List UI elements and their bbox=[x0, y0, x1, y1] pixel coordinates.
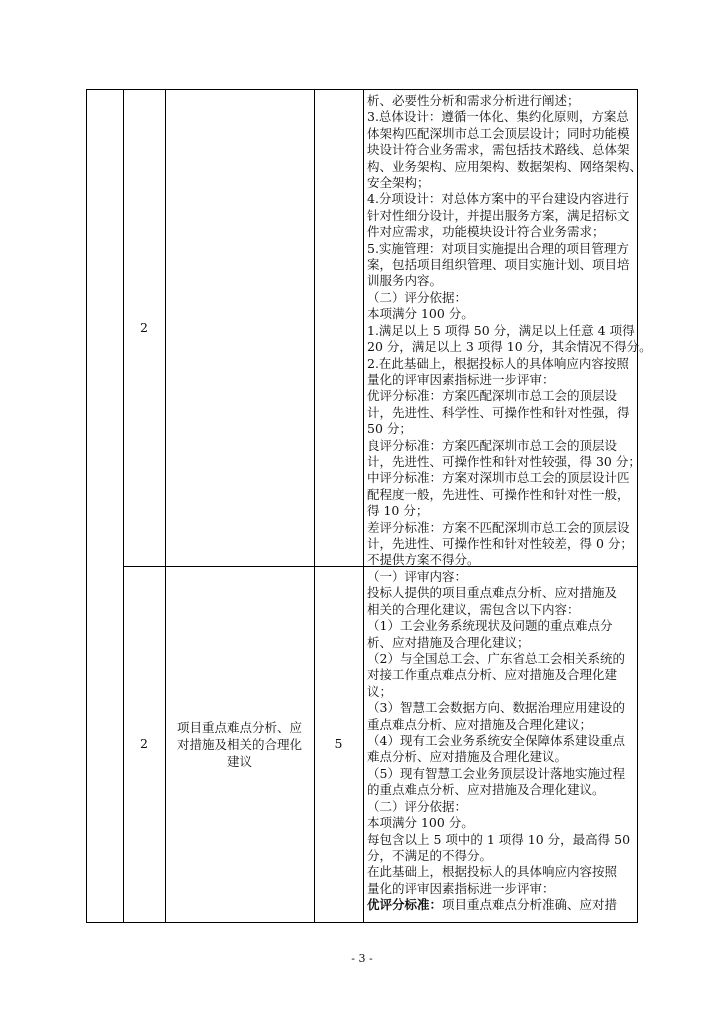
row2-seq-cell bbox=[123, 566, 165, 923]
content-line: 训服务内容。 bbox=[367, 273, 443, 289]
content-line: （2）与全国总工会、广东省总工会相关系统的 bbox=[367, 651, 625, 667]
content-line: 本项满分 100 分。 bbox=[367, 306, 474, 322]
row2-score: 5 bbox=[334, 736, 343, 752]
content-line: 量化的评审因素指标进一步评审： bbox=[367, 371, 555, 387]
content-line: 5.实施管理：对项目实施提出合理的项目管理方 bbox=[367, 240, 629, 256]
content-line: 析、应对措施及合理化建议； bbox=[367, 634, 530, 650]
content-line: 3.总体设计：遵循一体化、集约化原则，方案总 bbox=[367, 109, 629, 125]
content-line: （3）智慧工会数据方向、数据治理应用建设的 bbox=[367, 700, 625, 716]
row2-item-name bbox=[177, 719, 302, 770]
content-line: 优评分标准：方案匹配深圳市总工会的顶层设 bbox=[367, 388, 618, 404]
content-line: 中评分标准：方案对深圳市总工会的顶层设计匹 bbox=[367, 470, 630, 486]
content-line: 件对应需求，功能模块设计符合业务需求； bbox=[367, 224, 605, 240]
criteria-text: 项目重点难点分析准确、应对措 bbox=[442, 897, 618, 913]
row1-content-cell bbox=[367, 93, 652, 569]
content-line: 安全架构； bbox=[367, 175, 430, 191]
scoring-table bbox=[86, 89, 652, 923]
content-line: 本项满分 100 分。 bbox=[367, 815, 474, 831]
content-line: 构、业务架构、应用架构、数据架构、网络架构、 bbox=[367, 158, 643, 174]
content-line: 的重点难点分析、应对措施及合理化建议。 bbox=[367, 782, 605, 798]
content-line: 计，先进性、可操作性和针对性较强，得 30 分； bbox=[367, 453, 641, 469]
content-line: 每包含以上 5 项中的 1 项得 10 分，最高得 50 bbox=[367, 831, 631, 847]
column-divider bbox=[363, 90, 364, 922]
content-line: 难点分析、应对措施及合理化建议。 bbox=[367, 749, 568, 765]
criteria-label: 优评分标准： bbox=[367, 897, 443, 913]
item-name-line: 建议 bbox=[226, 754, 252, 769]
content-line: 案，包括项目组织管理、项目实施计划、项目培 bbox=[367, 257, 630, 273]
content-line: 重点难点分析、应对措施及合理化建议； bbox=[367, 716, 593, 732]
content-line: 分，不满足的不得分。 bbox=[367, 847, 493, 863]
row2-content-cell bbox=[367, 569, 637, 914]
row2-seq: 2 bbox=[140, 736, 148, 752]
content-line: 2.在此基础上，根据投标人的具体响应内容按照 bbox=[367, 355, 629, 371]
content-line: 体架构匹配深圳市总工会顶层设计；同时功能模 bbox=[367, 125, 630, 141]
content-line: 量化的评审因素指标进一步评审： bbox=[367, 880, 555, 896]
content-line: 议； bbox=[367, 683, 393, 699]
content-line: 计，先进性、科学性、可操作性和针对性强，得 bbox=[367, 404, 630, 420]
content-line: 20 分，满足以上 3 项得 10 分，其余情况不得分。 bbox=[367, 339, 652, 355]
content-line: 良评分标准：方案匹配深圳市总工会的顶层设 bbox=[367, 437, 618, 453]
content-line: 配程度一般，先进性、可操作性和针对性一般， bbox=[367, 486, 630, 502]
content-line: （二）评分依据： bbox=[367, 798, 468, 814]
content-line: 得 10 分； bbox=[367, 503, 429, 519]
content-line: （一）评审内容： bbox=[367, 569, 468, 584]
row1-seq-cell bbox=[123, 90, 165, 566]
content-line: （4）现有工会业务系统安全保障体系建设重点 bbox=[367, 733, 625, 749]
content-line: 差评分标准：方案不匹配深圳市总工会的顶层设 bbox=[367, 519, 630, 535]
content-line: 相关的合理化建议，需包含以下内容： bbox=[367, 601, 580, 617]
content-line: 1.满足以上 5 项得 50 分，满足以上任意 4 项得 bbox=[367, 322, 635, 338]
content-line: 投标人提供的项目重点难点分析、应对措施及 bbox=[367, 585, 618, 601]
row2-name-cell bbox=[165, 566, 314, 923]
row2-score-cell bbox=[314, 566, 363, 923]
content-line: 不提供方案不得分。 bbox=[367, 552, 480, 568]
content-line: 4.分项设计：对总体方案中的平台建设内容进行 bbox=[367, 191, 629, 207]
content-line: （5）现有智慧工会业务顶层设计落地实施过程 bbox=[367, 765, 625, 781]
content-line: 在此基础上，根据投标人的具体响应内容按照 bbox=[367, 864, 618, 880]
content-line: 计，先进性、可操作性和针对性较差，得 0 分； bbox=[367, 535, 633, 551]
item-name-line: 项目重点难点分析、应 bbox=[176, 720, 302, 735]
content-line: （二）评分依据： bbox=[367, 289, 468, 305]
content-line: 50 分； bbox=[367, 421, 412, 437]
item-name-line: 对措施及相关的合理化 bbox=[176, 737, 302, 752]
content-line: 对接工作重点难点分析、应对措施及合理化建 bbox=[367, 667, 618, 683]
content-line: 析、必要性分析和需求分析进行阐述； bbox=[367, 93, 580, 108]
content-line: 针对性细分设计，并提出服务方案，满足招标文 bbox=[367, 207, 630, 223]
content-line: 块设计符合业务需求，需包括技术路线、总体架 bbox=[367, 142, 630, 158]
page-number: - 3 - bbox=[351, 952, 373, 965]
content-line bbox=[367, 897, 637, 913]
content-line: （1）工会业务系统现状及问题的重点难点分 bbox=[367, 618, 613, 634]
row1-seq: 2 bbox=[140, 319, 148, 335]
